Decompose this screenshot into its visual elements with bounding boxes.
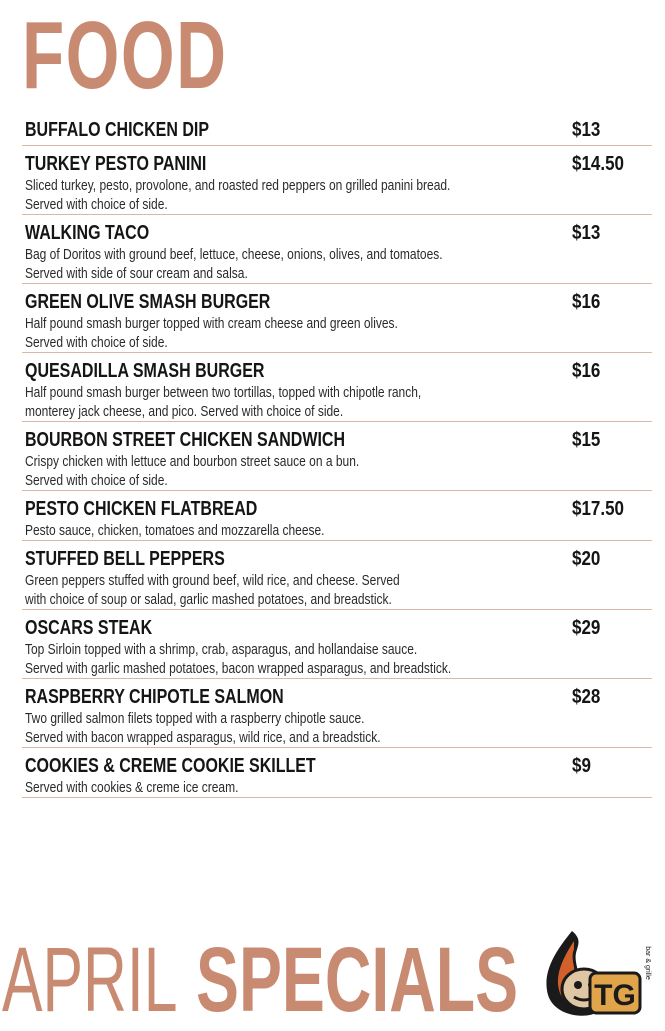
flame-mascot-icon <box>534 923 654 1023</box>
menu-item-price: $15 <box>572 429 601 451</box>
menu-item <box>22 284 652 353</box>
menu-item-description <box>25 709 633 747</box>
menu-item-price: $28 <box>572 686 601 708</box>
menu-item-price: $20 <box>572 548 601 570</box>
menu-item-description <box>25 383 633 421</box>
menu-list <box>22 112 652 798</box>
menu-item-price: $16 <box>572 291 601 313</box>
description-line: Served with garlic mashed potatoes, bacon wrapped asparagus, and breadstick. <box>25 660 452 677</box>
menu-item-description <box>25 571 633 609</box>
description-line: Top Sirloin topped with a shrimp, crab, asparagus, and hollandaise sauce. <box>25 641 418 658</box>
menu-item-name: TURKEY PESTO PANINI <box>25 153 207 175</box>
menu-item <box>22 679 652 748</box>
description-line: Bag of Doritos with ground beef, lettuce, cheese, onions, olives, and tomatoes. <box>25 246 443 263</box>
banner-month: APRIL <box>2 929 178 1031</box>
menu-item-name: GREEN OLIVE SMASH BURGER <box>25 291 271 313</box>
menu-item-price: $29 <box>572 617 601 639</box>
description-line: Green peppers stuffed with ground beef, wild rice, and cheese. Served <box>25 572 400 589</box>
description-line: Two grilled salmon filets topped with a raspberry chipotle sauce. <box>25 710 365 727</box>
menu-item-price: $14.50 <box>572 153 624 175</box>
menu-item-name: COOKIES & CREME COOKIE SKILLET <box>25 755 316 777</box>
menu-item-name: PESTO CHICKEN FLATBREAD <box>25 498 258 520</box>
menu-item-name: WALKING TACO <box>25 222 150 244</box>
menu-item-description <box>25 778 633 797</box>
description-line: Served with side of sour cream and salsa. <box>25 265 248 282</box>
menu-item-price: $16 <box>572 360 601 382</box>
menu-item-name: QUESADILLA SMASH BURGER <box>25 360 265 382</box>
description-line: Served with bacon wrapped asparagus, wild rice, and a breadstick. <box>25 729 381 746</box>
menu-item <box>22 112 652 146</box>
menu-item-name: OSCARS STEAK <box>25 617 153 639</box>
menu-item-price: $13 <box>572 222 601 244</box>
description-line: Pesto sauce, chicken, tomatoes and mozzarella cheese. <box>25 522 325 539</box>
menu-item <box>22 541 652 610</box>
menu-item-description <box>25 176 633 214</box>
description-line: monterey jack cheese, and pico. Served with choice of side. <box>25 403 344 420</box>
description-line: with choice of soup or salad, garlic mashed potatoes, and breadstick. <box>25 591 392 608</box>
description-line: Served with choice of side. <box>25 472 168 489</box>
menu-item-description <box>25 640 633 678</box>
description-line: Sliced turkey, pesto, provolone, and roasted red peppers on grilled panini bread. <box>25 177 451 194</box>
logo-letters: TG <box>594 979 636 1012</box>
menu-item-price: $17.50 <box>572 498 624 520</box>
menu-item-name: STUFFED BELL PEPPERS <box>25 548 225 570</box>
menu-item-price: $9 <box>572 755 591 777</box>
menu-item <box>22 610 652 679</box>
banner-specials: SPECIALS <box>196 929 519 1031</box>
menu-item <box>22 353 652 422</box>
menu-item-description <box>25 452 633 490</box>
description-line: Served with choice of side. <box>25 196 168 213</box>
description-line: Served with choice of side. <box>25 334 168 351</box>
menu-item-description <box>25 521 633 540</box>
restaurant-logo <box>534 923 654 1023</box>
menu-item-description <box>25 314 633 352</box>
menu-item-name: RASPBERRY CHIPOTLE SALMON <box>25 686 284 708</box>
menu-item <box>22 215 652 284</box>
menu-item <box>22 422 652 491</box>
menu-item-price: $13 <box>572 119 601 141</box>
description-line: Half pound smash burger topped with cream cheese and green olives. <box>25 315 398 332</box>
menu-item-name: BOURBON STREET CHICKEN SANDWICH <box>25 429 345 451</box>
description-line: Served with cookies & creme ice cream. <box>25 779 239 796</box>
menu-item-description <box>25 245 633 283</box>
menu-item <box>22 491 652 541</box>
logo-tagline: bar & grille <box>644 946 651 980</box>
menu-item <box>22 748 652 798</box>
description-line: Crispy chicken with lettuce and bourbon street sauce on a bun. <box>25 453 360 470</box>
description-line: Half pound smash burger between two tortillas, topped with chipotle ranch, <box>25 384 422 401</box>
page-title: FOOD <box>22 2 228 109</box>
menu-item-name: BUFFALO CHICKEN DIP <box>25 119 209 141</box>
menu-item <box>22 146 652 215</box>
